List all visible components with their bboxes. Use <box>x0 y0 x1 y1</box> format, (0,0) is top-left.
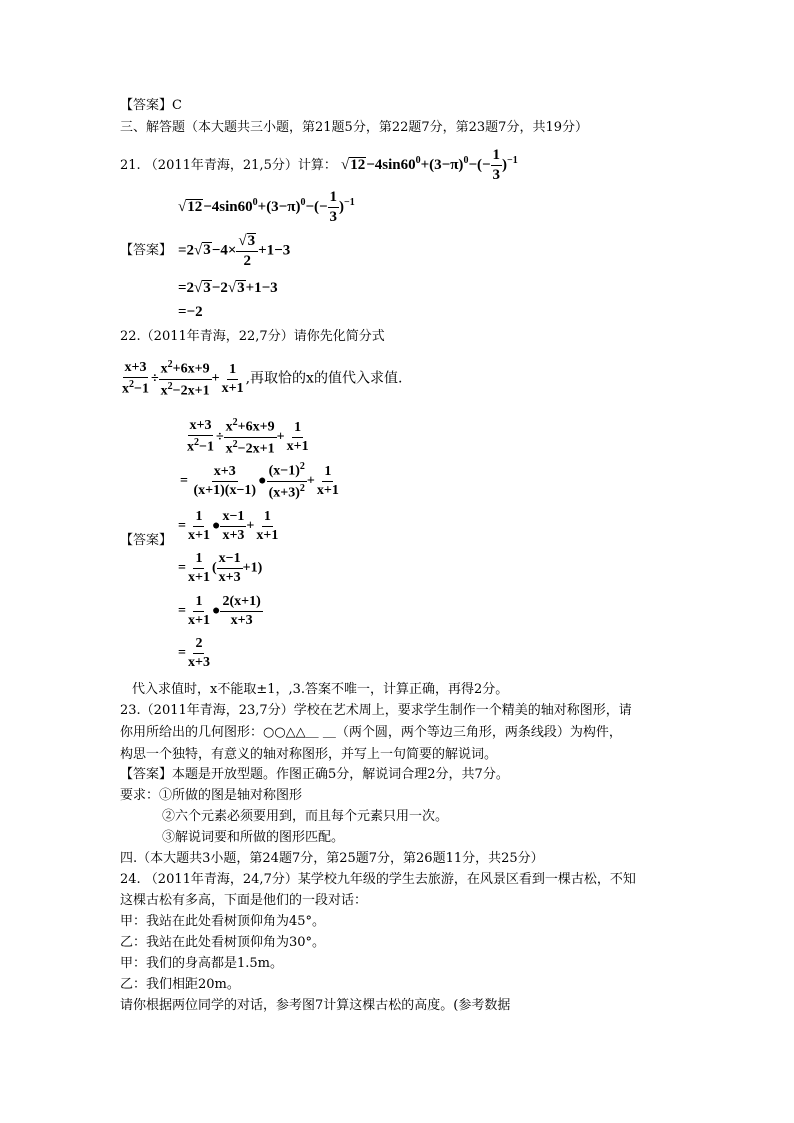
answer-22-step3: = $\frac{1}{x+1}$ ( $\frac{x-1}{x+3}$ +1) <box>178 551 263 585</box>
section-3-heading: 三、解答题（本大题共三小题，第21题5分，第22题7分，第23题7分，共19分） <box>120 120 588 135</box>
dialogue-jia-2: 甲：我们的身高都是1.5m。 <box>120 956 284 971</box>
answer-c: 【答案】C <box>120 98 182 113</box>
section-4-heading: 四.（本大题共3小题，第24题7分，第25题7分，第26题11分，共25分） <box>120 851 544 866</box>
question-24-line2: 这棵古松有多高，下面是他们的一段对话： <box>120 893 368 908</box>
question-24-line1: 24. （2011年青海，24,7分）某学校九年级的学生去旅游，在风景区看到一棵古松，不知 <box>120 872 636 887</box>
question-22: 22.（2011年青海，22,7分）请你先化简分式 <box>120 329 385 344</box>
formula-21-restated: $√12-4\sin 60^0+(3-\pi)^0-(-$ $\frac{1}{3}$ )$^{-1}$ <box>178 189 355 225</box>
question-23-line3: 构思一个独特，有意义的轴对称图形，并写上一句简要的解说词。 <box>120 747 498 762</box>
answer-22-step4: = $\frac{1}{x+1}$ ● $\frac{2(x+1)}{x+3}$ <box>178 594 261 628</box>
requirement-2: ②六个元素必须要用到，而且每个元素只用一次。 <box>162 809 449 824</box>
answer-21-step1: =2√3−4× $\frac{√3}{2}$ +1−3 <box>178 233 291 269</box>
requirement-3: ③解说词要和所做的图形匹配。 <box>162 830 345 845</box>
requirement-1: 要求：①所做的图是轴对称图形 <box>120 788 303 803</box>
answer-22-label: 【答案】 <box>120 533 173 548</box>
answer-23: 【答案】本题是开放型题。作图正确5分，解说词合理2分，共7分。 <box>120 767 509 782</box>
dialogue-jia-1: 甲：我站在此处看树顶仰角为45°。 <box>120 914 326 929</box>
answer-22-step5: = $\frac{2}{x+3}$ <box>178 636 210 670</box>
answer-22-step0: $\frac{x+3}{x^2-1}$ ÷ $\frac{x^2+6x+9}{x^2-2x+1}$ + $\frac{1}{x+1}$ <box>187 417 309 457</box>
question-24-end: 请你根据两位同学的对话，参考图7计算这棵古松的高度。(参考数据 <box>120 998 511 1013</box>
question-22-tail: ,再取恰的x的值代入求值. <box>245 370 403 387</box>
answer-21-step3: =−2 <box>178 304 203 320</box>
question-21 <box>120 148 518 183</box>
answer-22-step2: = $\frac{1}{x+1}$ ● $\frac{x-1}{x+3}$ + $\frac{1}{x+1}$ <box>178 509 279 543</box>
question-22-formula-line: $\frac{x+3}{x^2-1}$ ÷ $\frac{x^2+6x+9}{x^2-2x+1}$ + $\frac{1}{x+1}$ ,再取恰的x的值代入求值. <box>122 359 403 399</box>
dialogue-yi-2: 乙：我们相距20m。 <box>120 977 240 992</box>
answer-22-note: 代入求值时，x不能取±1，,3.答案不唯一，计算正确，再得2分。 <box>132 682 509 697</box>
formula-21: $√12-4\sin 60^0+(3-\pi)^0-(-$ $\frac{1}{3}$ )$^{-1}$ <box>340 147 518 183</box>
dialogue-yi-1: 乙：我站在此处看树顶仰角为30°。 <box>120 935 326 950</box>
answer-21-step2: =2√3−2√3+1−3 <box>178 280 278 296</box>
question-21-text: 21. （2011年青海，21,5分）计算： <box>120 157 337 173</box>
answer-21-label: 【答案】 <box>120 243 173 258</box>
question-23-line1: 23.（2011年青海，23,7分）学校在艺术周上，要求学生制作一个精美的轴对称图形，请 <box>120 703 632 718</box>
answer-22-step1: = $\frac{x+3}{(x+1)(x-1)}$ ● $\frac{(x-1)^2}{(x+3)^2}$ + $\frac{1}{x+1}$ <box>180 461 339 501</box>
question-23-line2: 你用所给出的几何图形：○○△△＿ ＿（两个圆，两个等边三角形，两条线段）为构件， <box>120 725 622 740</box>
